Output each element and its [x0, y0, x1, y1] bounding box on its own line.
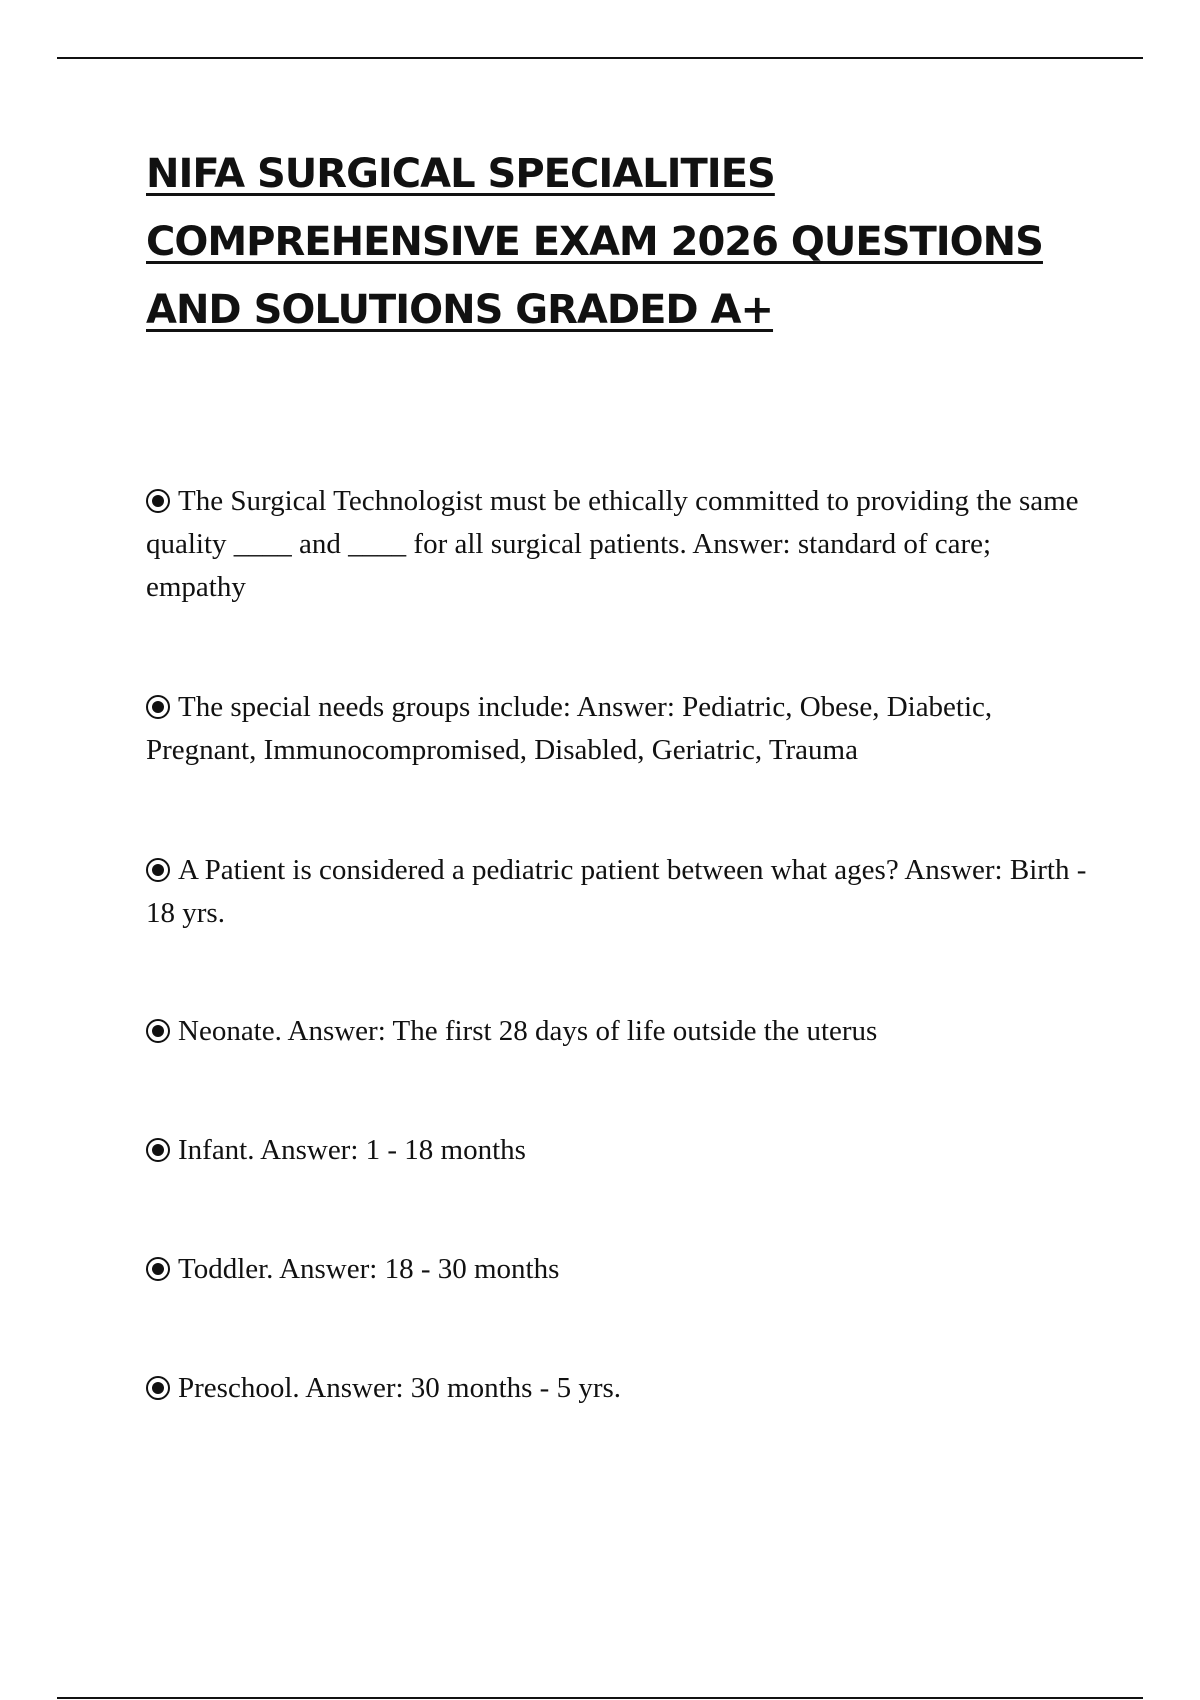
qa-text: Toddler. Answer: 18 - 30 months	[178, 1253, 560, 1285]
radio-bullet-icon	[146, 1019, 170, 1043]
qa-text: Infant. Answer: 1 - 18 months	[178, 1134, 526, 1166]
qa-text: A Patient is considered a pediatric patient between what ages? Answer: Birth - 18 yrs.	[146, 854, 1087, 929]
radio-bullet-icon	[146, 1376, 170, 1400]
title-line-1: NIFA SURGICAL SPECIALITIES	[146, 151, 775, 197]
qa-text: The Surgical Technologist must be ethically committed to providing the same quality ____ and ____ for all surgical patients. Answer: standard of care; empathy	[146, 485, 1079, 603]
qa-text: Preschool. Answer: 30 months - 5 yrs.	[178, 1372, 622, 1404]
top-divider	[57, 57, 1143, 59]
qa-item-toddler	[146, 1248, 1096, 1291]
qa-item-pediatric-ages	[146, 849, 1096, 935]
document-title	[146, 140, 1086, 344]
title-line-3: AND SOLUTIONS GRADED A+	[146, 287, 774, 333]
radio-bullet-icon	[146, 489, 170, 513]
qa-item-special-needs	[146, 686, 1096, 772]
title-line-2: COMPREHENSIVE EXAM 2026 QUESTIONS	[146, 219, 1043, 265]
qa-text: Neonate. Answer: The first 28 days of life outside the uterus	[178, 1015, 878, 1047]
radio-bullet-icon	[146, 858, 170, 882]
qa-text: The special needs groups include: Answer: Pediatric, Obese, Diabetic, Pregnant, Immunocompromised, Disabled, Geriatric, Trauma	[146, 691, 993, 766]
radio-bullet-icon	[146, 1257, 170, 1281]
radio-bullet-icon	[146, 1138, 170, 1162]
qa-item-preschool	[146, 1367, 1096, 1410]
radio-bullet-icon	[146, 695, 170, 719]
qa-item-neonate	[146, 1010, 1096, 1053]
qa-item-standard-of-care	[146, 480, 1096, 609]
qa-item-infant	[146, 1129, 1096, 1172]
bottom-divider	[57, 1697, 1143, 1699]
